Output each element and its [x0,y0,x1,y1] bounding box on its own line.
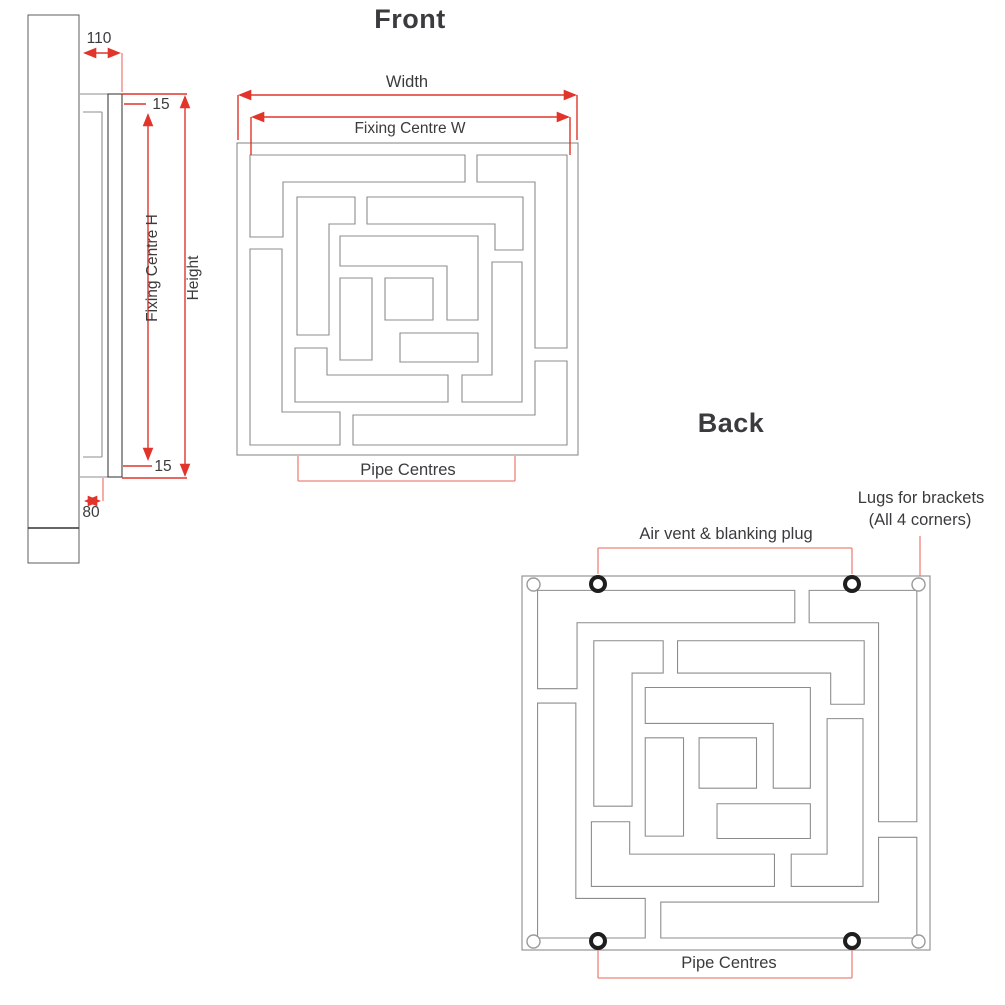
air-vent-label: Air vent & blanking plug [639,525,813,543]
front-view-radiator [237,95,578,481]
lugs-label-line1: Lugs for brackets [857,489,985,507]
dim-15-top-label: 15 [152,96,170,113]
air-vent-left [591,577,605,591]
fixing-centre-w-label: Fixing Centre W [354,120,466,137]
width-label: Width [385,73,429,91]
dim-110-label: 110 [86,30,112,47]
front-maze-pattern [250,155,567,445]
brick-wall [28,15,79,563]
lug-top-right [912,578,925,591]
lugs-label-line2: (All 4 corners) [868,511,972,529]
side-view-radiator [80,94,122,477]
dim-15-bottom-label: 15 [154,458,172,475]
lug-bottom-right [912,935,925,948]
back-pipe-centres-label: Pipe Centres [681,954,777,972]
dim-80-label: 80 [82,504,100,521]
side-panel [108,94,122,477]
side-dimensions [85,53,187,501]
back-title: Back [697,408,765,438]
height-label: Height [185,255,202,301]
pipe-left [591,934,605,948]
air-vent-right [845,577,859,591]
pipe-right [845,934,859,948]
lug-bottom-left [527,935,540,948]
back-maze-pattern [538,590,917,938]
air-vent-leader [598,548,852,574]
fixing-centre-h-label: Fixing Centre H [144,214,161,322]
back-view-radiator [522,536,930,978]
front-pipe-centres-label: Pipe Centres [360,461,456,479]
lug-top-left [527,578,540,591]
front-title: Front [374,4,446,34]
